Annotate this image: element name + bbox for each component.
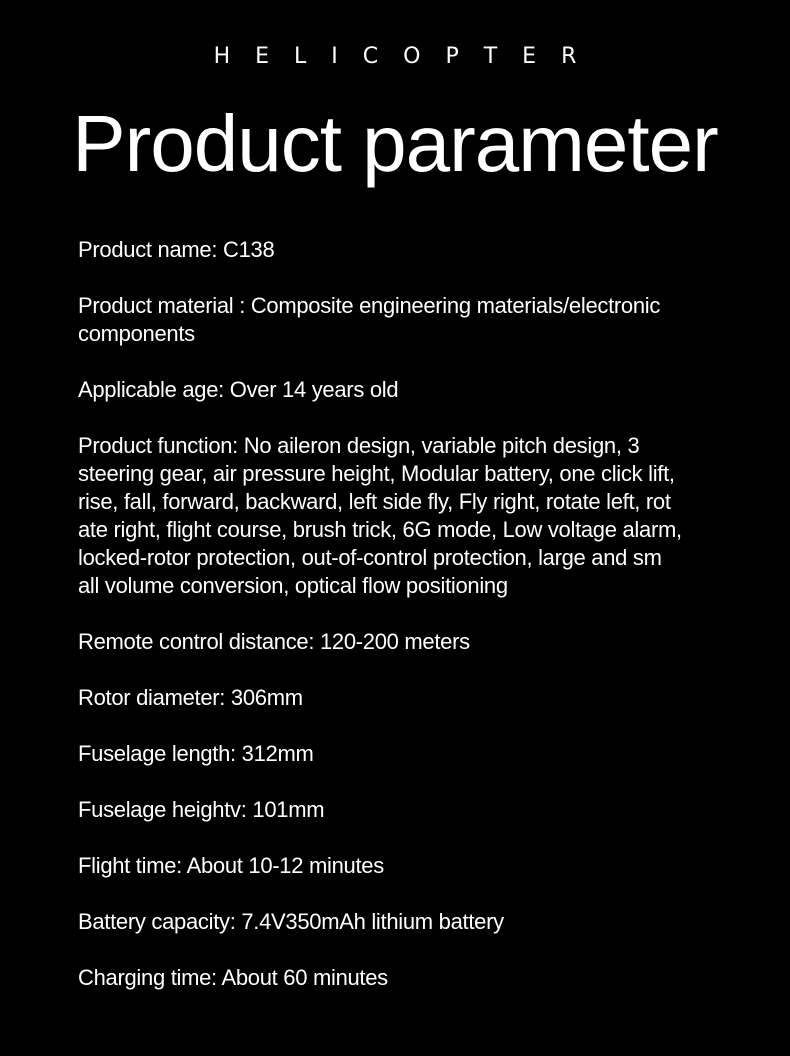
parameter-line: components: [78, 321, 195, 346]
parameter-line: Charging time: About 60 minutes: [78, 965, 388, 990]
parameter-line: Product function: No aileron design, variable pitch design, 3: [78, 433, 640, 458]
parameter-line: Product name: C138: [78, 237, 275, 262]
parameter-item: [78, 740, 738, 768]
page-title: Product parameter: [72, 99, 718, 188]
parameter-line: ate right, flight course, brush trick, 6G mode, Low voltage alarm,: [78, 517, 682, 542]
parameter-item: [78, 964, 738, 992]
parameter-line: Rotor diameter: 306mm: [78, 685, 303, 710]
parameter-item: [78, 376, 738, 404]
parameter-line: Fuselage length: 312mm: [78, 741, 314, 766]
parameter-item: [78, 236, 738, 264]
parameter-item: [78, 796, 738, 824]
parameter-line: Fuselage heightv: 101mm: [78, 797, 325, 822]
parameter-list: [78, 236, 738, 1020]
parameter-line: rise, fall, forward, backward, left side fly, Fly right, rotate left, rot: [78, 489, 671, 514]
parameter-line: steering gear, air pressure height, Modular battery, one click lift,: [78, 461, 675, 486]
parameter-item: [78, 852, 738, 880]
brand-label: HELICOPTER: [213, 44, 602, 69]
parameter-line: Product material : Composite engineering materials/electronic: [78, 293, 661, 318]
parameter-line: Applicable age: Over 14 years old: [78, 377, 399, 402]
parameter-line: Battery capacity: 7.4V350mAh lithium battery: [78, 909, 504, 934]
parameter-item: [78, 292, 738, 348]
parameter-item: [78, 628, 738, 656]
parameter-line: all volume conversion, optical flow positioning: [78, 573, 508, 598]
parameter-line: Flight time: About 10-12 minutes: [78, 853, 384, 878]
parameter-item: [78, 908, 738, 936]
parameter-item: [78, 432, 738, 600]
parameter-item: [78, 684, 738, 712]
parameter-line: locked-rotor protection, out-of-control protection, large and sm: [78, 545, 662, 570]
parameter-line: Remote control distance: 120-200 meters: [78, 629, 470, 654]
